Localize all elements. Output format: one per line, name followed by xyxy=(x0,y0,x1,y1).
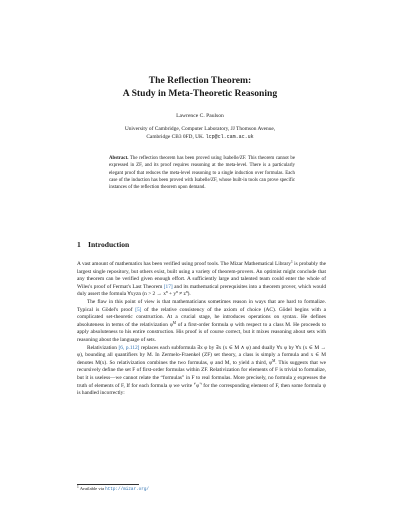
abstract xyxy=(109,155,295,191)
body-text xyxy=(77,261,326,398)
title-line-2: A Study in Meta-Theoretic Reasoning xyxy=(122,87,278,99)
superscript: 1 xyxy=(290,260,293,264)
paragraph-text: and its mathematical prerequisites into a theorem prover, which would duly assert the formula ∀xyzn (n > 2 → x xyxy=(77,283,326,298)
citation-link[interactable]: [17] xyxy=(163,283,173,290)
section-title: Introduction xyxy=(88,240,130,249)
superscript: M xyxy=(272,358,276,363)
section-heading xyxy=(77,240,129,249)
affiliation xyxy=(0,125,400,142)
abstract-label: Abstract. xyxy=(109,156,129,161)
paragraph-text: Relativization xyxy=(87,344,119,351)
paragraph-text: . This suggests that we recursively define the set F of first-order formulas within ZF. Relativization for elements of F is trivial to formalize, but it is useless—we cannot relate the “formulas” in F to real formulas. More precisely, no formula χ expresses the truth of elements of F, If for each formula φ we write ⌜φ⌝ for the corresponding element of F, then some formula ψ is handled incorrectly: xyxy=(77,359,326,397)
superscript: M xyxy=(172,320,176,325)
paper-title xyxy=(0,75,400,100)
superscript: n xyxy=(165,290,168,295)
affiliation-line-1: University of Cambridge, Computer Laboratory, JJ Thomson Avenue, xyxy=(124,126,276,132)
paragraph-text: A vast amount of mathematics has been verified using proof tools. The Mizar Mathematical Library xyxy=(77,261,291,267)
title-line-1: The Reflection Theorem: xyxy=(148,75,252,86)
paragraph xyxy=(77,261,326,299)
citation-link[interactable]: [6, p.112] xyxy=(118,344,140,351)
paragraph-text: + y xyxy=(167,291,177,298)
paragraph xyxy=(77,299,326,345)
paragraph-text: replaces each subformula ∃x φ by ∃x (x ∈ M ∧ φ) and dually ∀x φ by ∀x (x ∈ M → φ), bounding all quantifiers by M. In Zermelo-Fraenkel (ZF) set theory, a class is simply a formula and x ∈ M denotes M(x). So relativization combines the two formulas, φ and M, to yield a third, φ xyxy=(77,344,326,366)
footnote xyxy=(77,486,326,492)
author-email[interactable]: lcp@cl.cam.ac.uk xyxy=(205,134,254,141)
superscript: n xyxy=(176,290,178,295)
footnote-mark: 1 xyxy=(77,485,79,489)
citation-link[interactable]: [5] xyxy=(135,306,142,313)
paragraph-text: ≠ z xyxy=(177,291,186,298)
footnote-rule xyxy=(77,484,139,485)
paragraph-text: is probably the largest single repository, but others exist, built using a variety of theorem-provers. An optimist might conclude that any theorem can be verified given enough effort. A sufficiently large and talented team could enter the whole of Wiles's proof of Fermat's Last Theorem xyxy=(77,261,326,290)
footnote-text: Available via xyxy=(79,486,106,491)
affiliation-address: Cambridge CB3 0FD, UK. xyxy=(146,134,205,141)
affiliation-line-2 xyxy=(0,133,400,141)
paragraph-text: ). xyxy=(187,291,191,298)
paragraph-text: The flaw in this point of view is that mathematicians sometimes reason in ways that are hard to formalize. Typical is Gödel's proof xyxy=(77,298,326,313)
paragraph-text: of the relative consistency of the axiom of choice (AC). Gödel begins with a complicated set-theoretic construction. At a crucial stage, he introduces operations on syntax. He defines absoluteness in terms of the relativization φ xyxy=(77,306,326,328)
paragraph xyxy=(77,345,326,398)
superscript: n xyxy=(185,290,188,295)
section-number: 1 xyxy=(77,240,81,249)
paragraph-text: of a first-order formula φ with respect to a class M. He proceeds to apply absoluteness to his entire construction. His proof is of course correct, but it mixes reasoning about sets with reasoning about the language of sets. xyxy=(77,321,326,343)
abstract-text: The reflection theorem has been proved using Isabelle/ZF. This theorem cannot be expressed in ZF, and its proof requires reasoning at the meta-level. There is a particularly elegant proof that reduces the meta-level reasoning to a single induction over formulas. Each case of the induction has been proved with Isabelle/ZF, whose built-in tools can prove specific instances of the reflection theorem upon demand. xyxy=(109,156,295,191)
footnote-link[interactable]: http://mizar.org/ xyxy=(105,487,149,492)
author-name: Lawrence C. Paulson xyxy=(176,113,224,119)
